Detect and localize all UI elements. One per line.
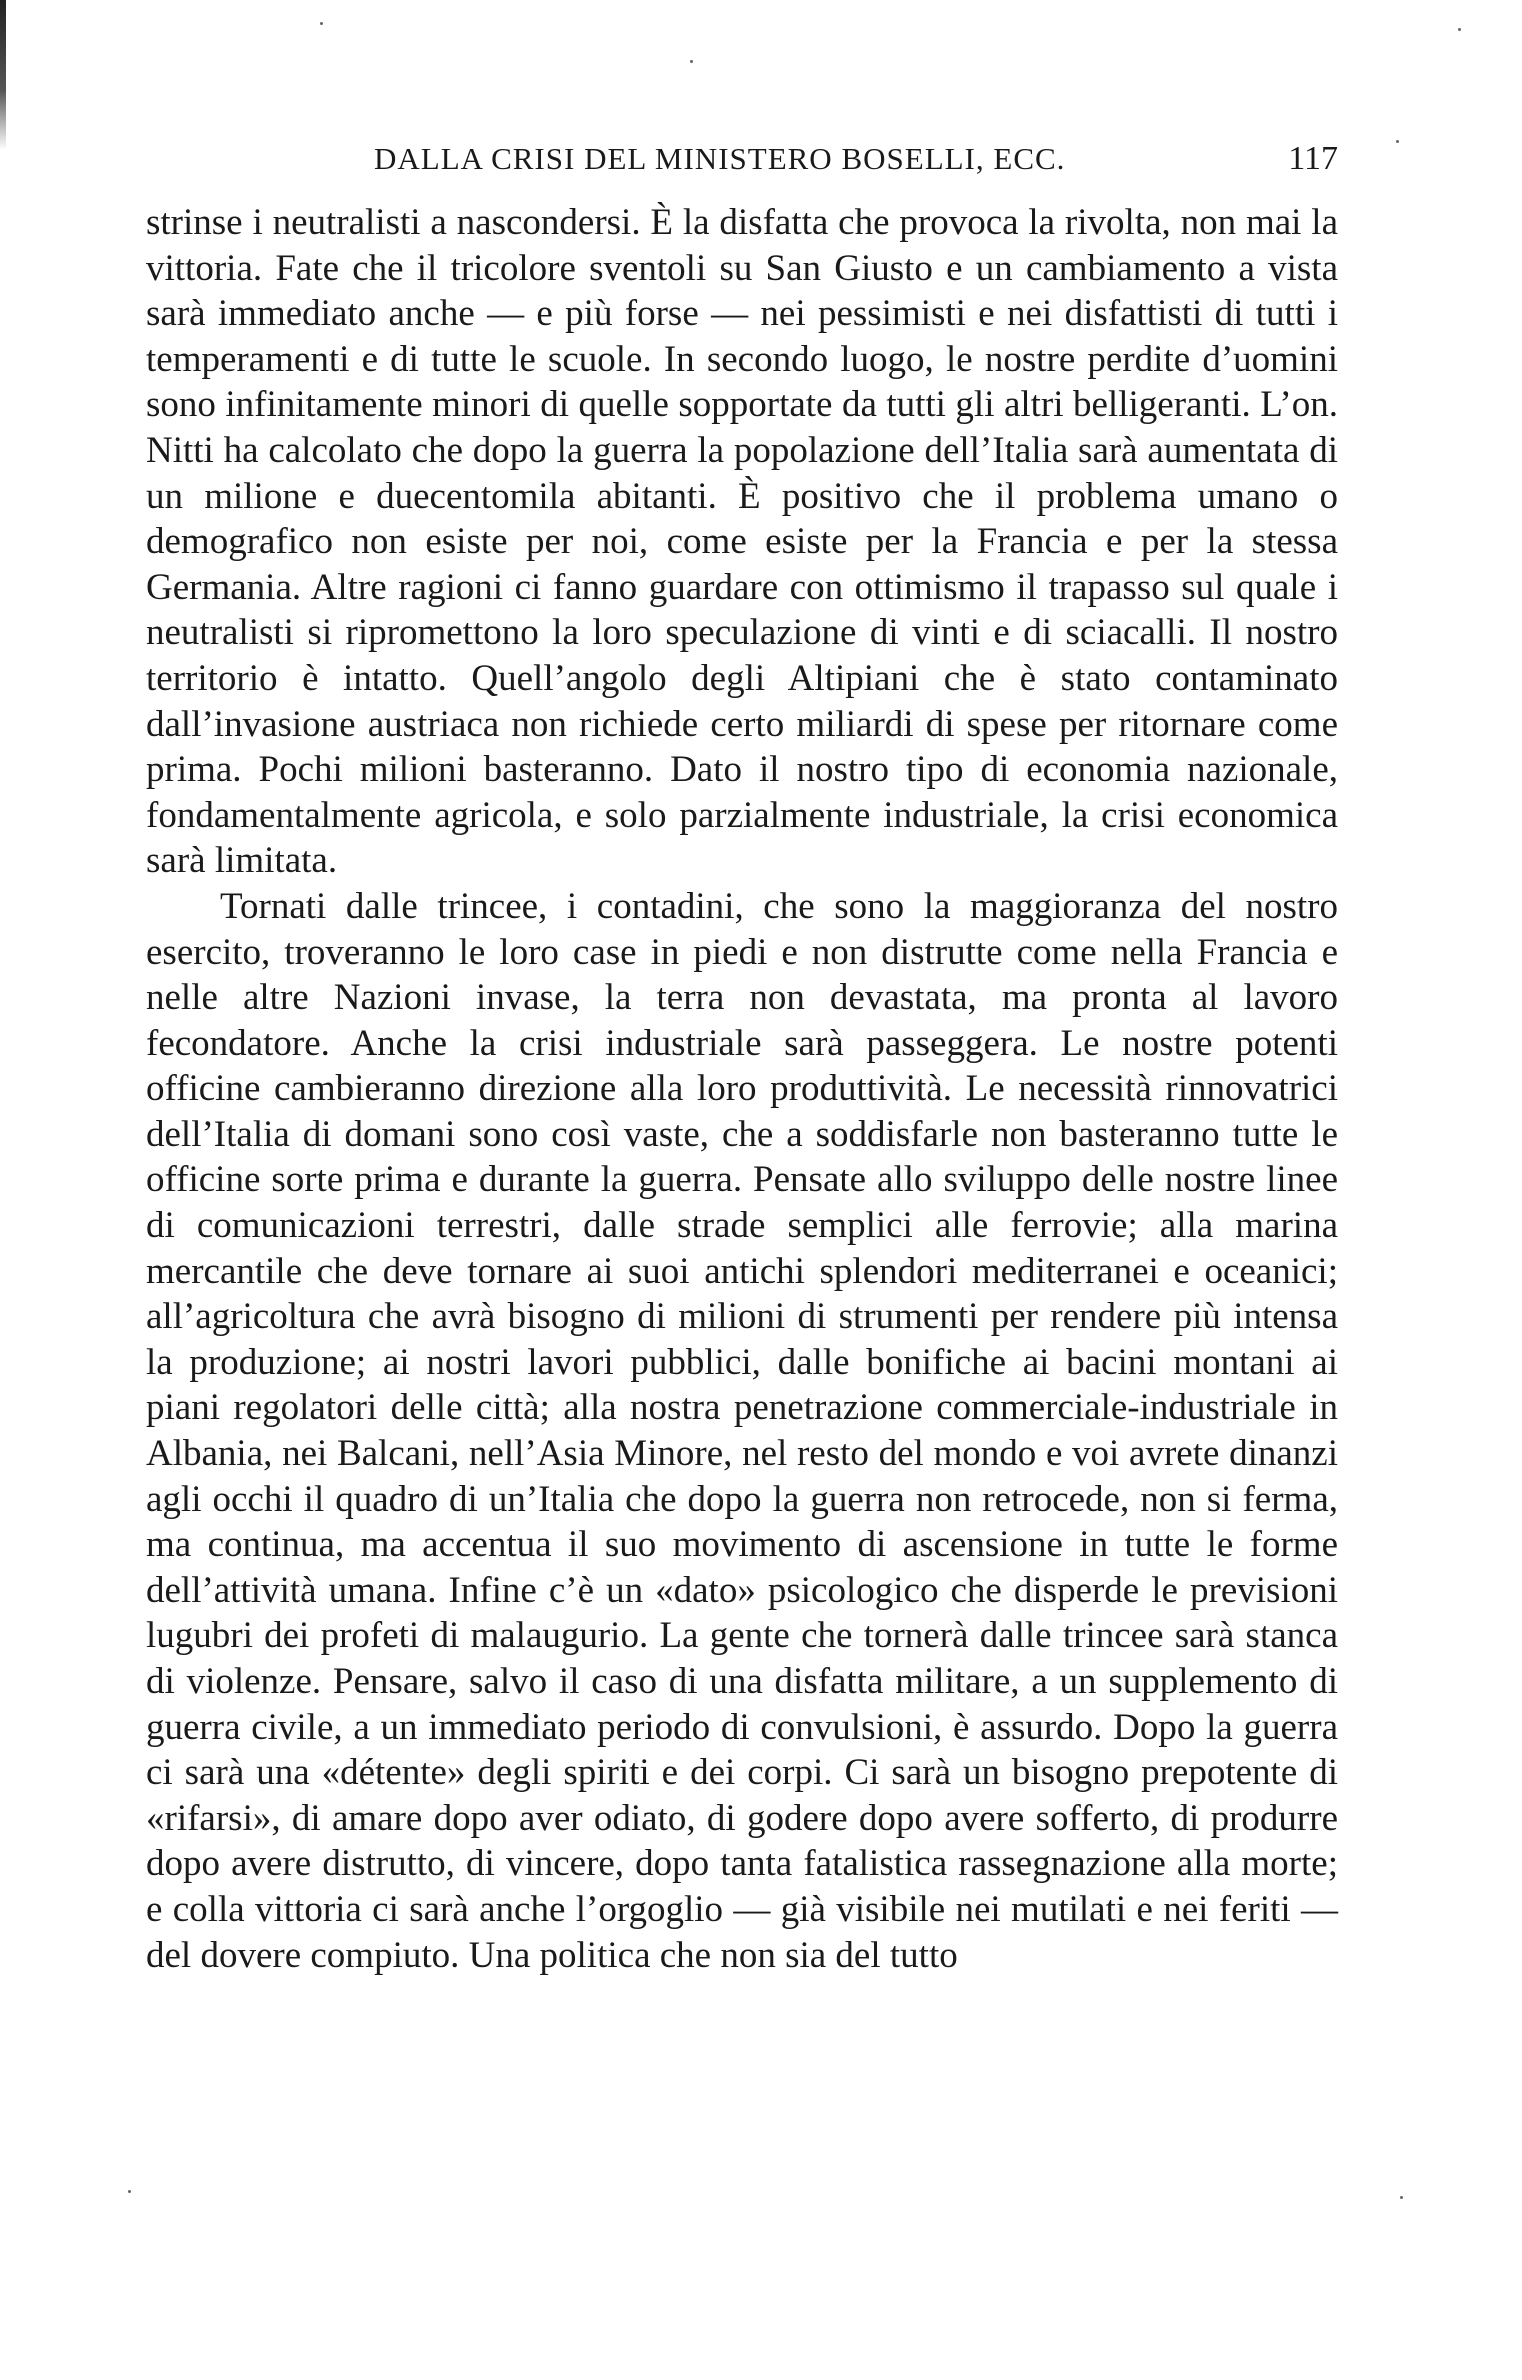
scan-speck	[1396, 140, 1399, 143]
paragraph-1: strinse i neutralisti a nascondersi. È la disfatta che provoca la rivolta, non mai la vittoria. Fate che il tricolore sventoli su San Giusto e un cambiamento a vista sarà immediato anche — e più forse — nei pessimisti e nei disfattisti di tutti i temperamenti e di tutte le scuole. In secondo luogo, le nostre perdite d’uomini sono infinitamente minori di quelle sopportate da tutti gli altri belligeranti. L’on. Nitti ha calcolato che dopo la guerra la popolazione dell’Italia sarà aumentata di un milione e duecentomila abitanti. È positivo che il problema umano o demografico non esiste per noi, come esiste per la Francia e per la stessa Germania. Altre ragioni ci fanno guardare con ottimismo il trapasso sul quale i neutralisti si ripromettono la loro speculazione di vinti e di sciacalli. Il nostro territorio è intatto. Quell’angolo degli Altipiani che è stato contaminato dall’invasione austriaca non richiede certo miliardi di spese per ritornare come prima. Pochi milioni basteranno. Dato il nostro tipo di economia nazionale, fondamentalmente agricola, e solo parzialmente industriale, la crisi economica sarà limitata.	[146, 202, 1338, 882]
page-number: 117	[1288, 140, 1338, 177]
scan-speck	[1400, 2196, 1403, 2199]
paragraph-2: Tornati dalle trincee, i contadini, che sono la maggioranza del nostro esercito, troveranno le loro case in piedi e non distrutte come nella Francia e nelle altre Nazioni invase, la terra non devastata, ma pronta al lavoro fecondatore. Anche la crisi industriale sarà passeggera. Le nostre potenti officine cambieranno direzione alla loro produttività. Le necessità rinnovatrici dell’Italia di domani sono così vaste, che a soddisfarle non basteranno tutte le officine sorte prima e durante la guerra. Pensate allo sviluppo delle nostre linee di comunicazioni terrestri, dalle strade semplici alle ferrovie; alla marina mercantile che deve tornare ai suoi antichi splendori mediterranei e oceanici; all’agricoltura che avrà bisogno di milioni di strumenti per rendere più intensa la produzione; ai nostri lavori pubblici, dalle bonifiche ai bacini montani ai piani regolatori delle città; alla nostra penetrazione commerciale-industriale in Albania, nei Balcani, nell’Asia Minore, nel resto del mondo e voi avrete dinanzi agli occhi il quadro di un’Italia che dopo la guerra non retrocede, non si ferma, ma continua, ma accentua il suo movimento di ascensione in tutte le forme dell’attività umana. Infine c’è un «dato» psicologico che disperde le previsioni lugubri dei profeti di malaugurio. La gente che tornerà dalle trincee sarà stanca di violenze. Pensare, salvo il caso di una disfatta militare, a un supplemento di guerra civile, a un immediato periodo di convulsioni, è assurdo. Dopo la guerra ci sarà una «détente» degli spiriti e dei corpi. Ci sarà un bisogno prepotente di «rifarsi», di amare dopo aver odiato, di godere dopo avere sofferto, di produrre dopo avere distrutto, di vincere, dopo tanta fatalistica rassegnazione alla morte; e colla vittoria ci sarà anche l’orgoglio — già visibile nei mutilati e nei feriti — del dovere compiuto. Una politica che non sia del tutto	[146, 885, 1338, 1976]
book-page	[146, 140, 1338, 1978]
scan-speck	[128, 2190, 131, 2193]
scan-speck	[1458, 28, 1461, 31]
running-head	[146, 140, 1338, 178]
scan-speck	[320, 22, 323, 25]
running-head-title: DALLA CRISI DEL MINISTERO BOSELLI, ECC.	[374, 141, 1066, 176]
scan-edge-shadow	[0, 0, 6, 150]
scan-speck	[690, 60, 693, 63]
